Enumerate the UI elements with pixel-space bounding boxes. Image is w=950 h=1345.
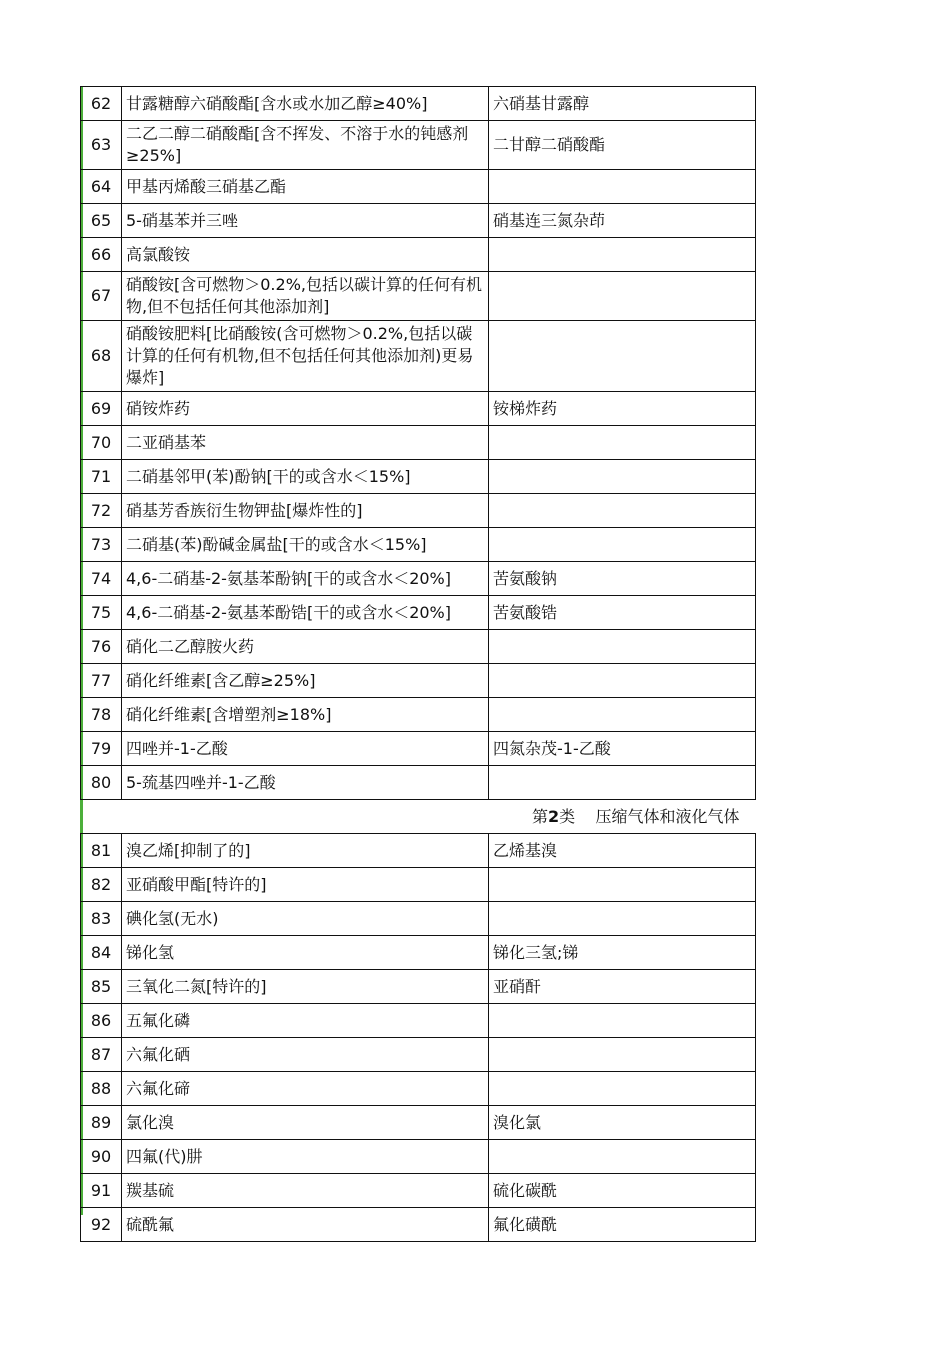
cell-alias[interactable] (489, 1072, 756, 1106)
table-row[interactable] (81, 1038, 756, 1072)
cell-no[interactable]: 68 (81, 321, 122, 392)
cell-name[interactable]: 六氟化硒 (122, 1038, 489, 1072)
table-row[interactable] (81, 902, 756, 936)
cell-alias[interactable]: 铵梯炸药 (489, 392, 756, 426)
cell-name[interactable]: 氯化溴 (122, 1106, 489, 1140)
cell-alias[interactable] (489, 460, 756, 494)
cell-alias[interactable]: 亚硝酐 (489, 970, 756, 1004)
cell-name[interactable]: 五氟化磷 (122, 1004, 489, 1038)
cell-no[interactable]: 72 (81, 494, 122, 528)
cell-alias[interactable] (489, 494, 756, 528)
cell-no[interactable]: 63 (81, 121, 122, 170)
table-row[interactable] (81, 392, 756, 426)
cell-name[interactable]: 硝化二乙醇胺火药 (122, 630, 489, 664)
cell-alias[interactable] (489, 426, 756, 460)
cell-alias[interactable]: 氟化磺酰 (489, 1208, 756, 1242)
cell-no[interactable]: 82 (81, 868, 122, 902)
table-row[interactable] (81, 460, 756, 494)
cell-no[interactable]: 91 (81, 1174, 122, 1208)
cell-no[interactable]: 89 (81, 1106, 122, 1140)
table-row[interactable] (81, 732, 756, 766)
cell-alias[interactable] (489, 698, 756, 732)
cell-no[interactable]: 78 (81, 698, 122, 732)
cell-name[interactable]: 甘露糖醇六硝酸酯[含水或水加乙醇≥40%] (122, 87, 489, 121)
cell-no[interactable]: 81 (81, 834, 122, 868)
table-row[interactable] (81, 1106, 756, 1140)
category-header-cell[interactable] (81, 800, 756, 834)
cell-no[interactable]: 77 (81, 664, 122, 698)
cell-name[interactable]: 甲基丙烯酸三硝基乙酯 (122, 170, 489, 204)
spreadsheet (80, 86, 756, 1242)
cell-name[interactable]: 4,6-二硝基-2-氨基苯酚锆[干的或含水＜20%] (122, 596, 489, 630)
cell-name[interactable]: 硝酸铵[含可燃物＞0.2%,包括以碳计算的任何有机物,但不包括任何其他添加剂] (122, 272, 489, 321)
table-row[interactable] (81, 1072, 756, 1106)
table-row[interactable] (81, 87, 756, 121)
cell-alias[interactable]: 乙烯基溴 (489, 834, 756, 868)
table-row[interactable] (81, 494, 756, 528)
cell-no[interactable]: 83 (81, 902, 122, 936)
table-row[interactable] (81, 121, 756, 170)
cell-no[interactable]: 75 (81, 596, 122, 630)
cell-no[interactable]: 70 (81, 426, 122, 460)
cell-no[interactable]: 90 (81, 1140, 122, 1174)
cell-no[interactable]: 66 (81, 238, 122, 272)
category-number: 2 (547, 806, 560, 826)
cell-alias[interactable]: 硝基连三氮杂茚 (489, 204, 756, 238)
cell-no[interactable]: 62 (81, 87, 122, 121)
table-row[interactable] (81, 664, 756, 698)
table-row[interactable] (81, 528, 756, 562)
cell-alias[interactable] (489, 1038, 756, 1072)
cell-no[interactable]: 88 (81, 1072, 122, 1106)
cell-no[interactable]: 92 (81, 1208, 122, 1242)
table-row[interactable] (81, 698, 756, 732)
cell-no[interactable]: 87 (81, 1038, 122, 1072)
cell-alias[interactable]: 硫化碳酰 (489, 1174, 756, 1208)
category-title: 压缩气体和液化气体 (595, 806, 740, 826)
cell-no[interactable]: 69 (81, 392, 122, 426)
table-row[interactable] (81, 321, 756, 392)
table-row[interactable] (81, 204, 756, 238)
cell-name[interactable]: 四氟(代)肼 (122, 1140, 489, 1174)
cell-alias[interactable]: 锑化三氢;锑 (489, 936, 756, 970)
cell-no[interactable]: 79 (81, 732, 122, 766)
cell-alias[interactable] (489, 1140, 756, 1174)
cell-no[interactable]: 67 (81, 272, 122, 321)
cell-no[interactable]: 85 (81, 970, 122, 1004)
cell-alias[interactable]: 溴化氯 (489, 1106, 756, 1140)
cell-name[interactable]: 羰基硫 (122, 1174, 489, 1208)
cell-name[interactable]: 锑化氢 (122, 936, 489, 970)
cell-alias[interactable] (489, 1004, 756, 1038)
cell-name[interactable]: 高氯酸铵 (122, 238, 489, 272)
cell-alias[interactable]: 苦氨酸钠 (489, 562, 756, 596)
table-row[interactable] (81, 1208, 756, 1242)
cell-name[interactable]: 5-巯基四唑并-1-乙酸 (122, 766, 489, 800)
cell-alias[interactable] (489, 238, 756, 272)
table-row[interactable] (81, 562, 756, 596)
cell-alias[interactable] (489, 630, 756, 664)
cell-name[interactable]: 硝化纤维素[含增塑剂≥18%] (122, 698, 489, 732)
category-header-row (81, 800, 756, 834)
table-row[interactable] (81, 1004, 756, 1038)
cell-no[interactable]: 65 (81, 204, 122, 238)
cell-name[interactable]: 三氧化二氮[特许的] (122, 970, 489, 1004)
cell-name[interactable]: 硫酰氟 (122, 1208, 489, 1242)
cell-name[interactable]: 5-硝基苯并三唑 (122, 204, 489, 238)
cell-no[interactable]: 84 (81, 936, 122, 970)
cell-alias[interactable] (489, 902, 756, 936)
cell-alias[interactable]: 六硝基甘露醇 (489, 87, 756, 121)
cell-no[interactable]: 71 (81, 460, 122, 494)
cell-name[interactable]: 二硝基邻甲(苯)酚钠[干的或含水＜15%] (122, 460, 489, 494)
cell-name[interactable]: 硝酸铵肥料[比硝酸铵(含可燃物＞0.2%,包括以碳计算的任何有机物,但不包括任何其他添加剂)更易爆炸] (122, 321, 489, 392)
category-suffix: 类 (559, 806, 576, 826)
cell-no[interactable]: 86 (81, 1004, 122, 1038)
table-row[interactable] (81, 1174, 756, 1208)
table-row[interactable] (81, 936, 756, 970)
cell-name[interactable]: 二硝基(苯)酚碱金属盐[干的或含水＜15%] (122, 528, 489, 562)
table-row[interactable] (81, 1140, 756, 1174)
cell-alias[interactable]: 二甘醇二硝酸酯 (489, 121, 756, 170)
cell-name[interactable]: 溴乙烯[抑制了的] (122, 834, 489, 868)
cell-name[interactable]: 硝化纤维素[含乙醇≥25%] (122, 664, 489, 698)
table-row[interactable] (81, 834, 756, 868)
cell-no[interactable]: 64 (81, 170, 122, 204)
cell-alias[interactable]: 苦氨酸锆 (489, 596, 756, 630)
chemical-table (80, 86, 756, 1242)
cell-no[interactable]: 80 (81, 766, 122, 800)
category-prefix: 第 (531, 806, 548, 826)
cell-name[interactable]: 碘化氢(无水) (122, 902, 489, 936)
cell-name[interactable]: 二亚硝基苯 (122, 426, 489, 460)
cell-name[interactable]: 4,6-二硝基-2-氨基苯酚钠[干的或含水＜20%] (122, 562, 489, 596)
cell-no[interactable]: 74 (81, 562, 122, 596)
cell-name[interactable]: 亚硝酸甲酯[特许的] (122, 868, 489, 902)
cell-alias[interactable] (489, 868, 756, 902)
cell-name[interactable]: 六氟化碲 (122, 1072, 489, 1106)
cell-name[interactable]: 硝铵炸药 (122, 392, 489, 426)
table-row[interactable] (81, 426, 756, 460)
cell-no[interactable]: 73 (81, 528, 122, 562)
cell-alias[interactable] (489, 766, 756, 800)
cell-alias[interactable] (489, 528, 756, 562)
cell-alias[interactable] (489, 664, 756, 698)
cell-alias[interactable] (489, 321, 756, 392)
table-row[interactable] (81, 766, 756, 800)
cell-name[interactable]: 四唑并-1-乙酸 (122, 732, 489, 766)
table-row[interactable] (81, 238, 756, 272)
table-row[interactable] (81, 170, 756, 204)
cell-no[interactable]: 76 (81, 630, 122, 664)
cell-name[interactable]: 二乙二醇二硝酸酯[含不挥发、不溶于水的钝感剂≥25%] (122, 121, 489, 170)
cell-alias[interactable] (489, 272, 756, 321)
cell-name[interactable]: 硝基芳香族衍生物钾盐[爆炸性的] (122, 494, 489, 528)
cell-alias[interactable] (489, 170, 756, 204)
table-row[interactable] (81, 272, 756, 321)
table-row[interactable] (81, 630, 756, 664)
cell-alias[interactable]: 四氮杂茂-1-乙酸 (489, 732, 756, 766)
table-row[interactable] (81, 970, 756, 1004)
table-row[interactable] (81, 596, 756, 630)
table-row[interactable] (81, 868, 756, 902)
